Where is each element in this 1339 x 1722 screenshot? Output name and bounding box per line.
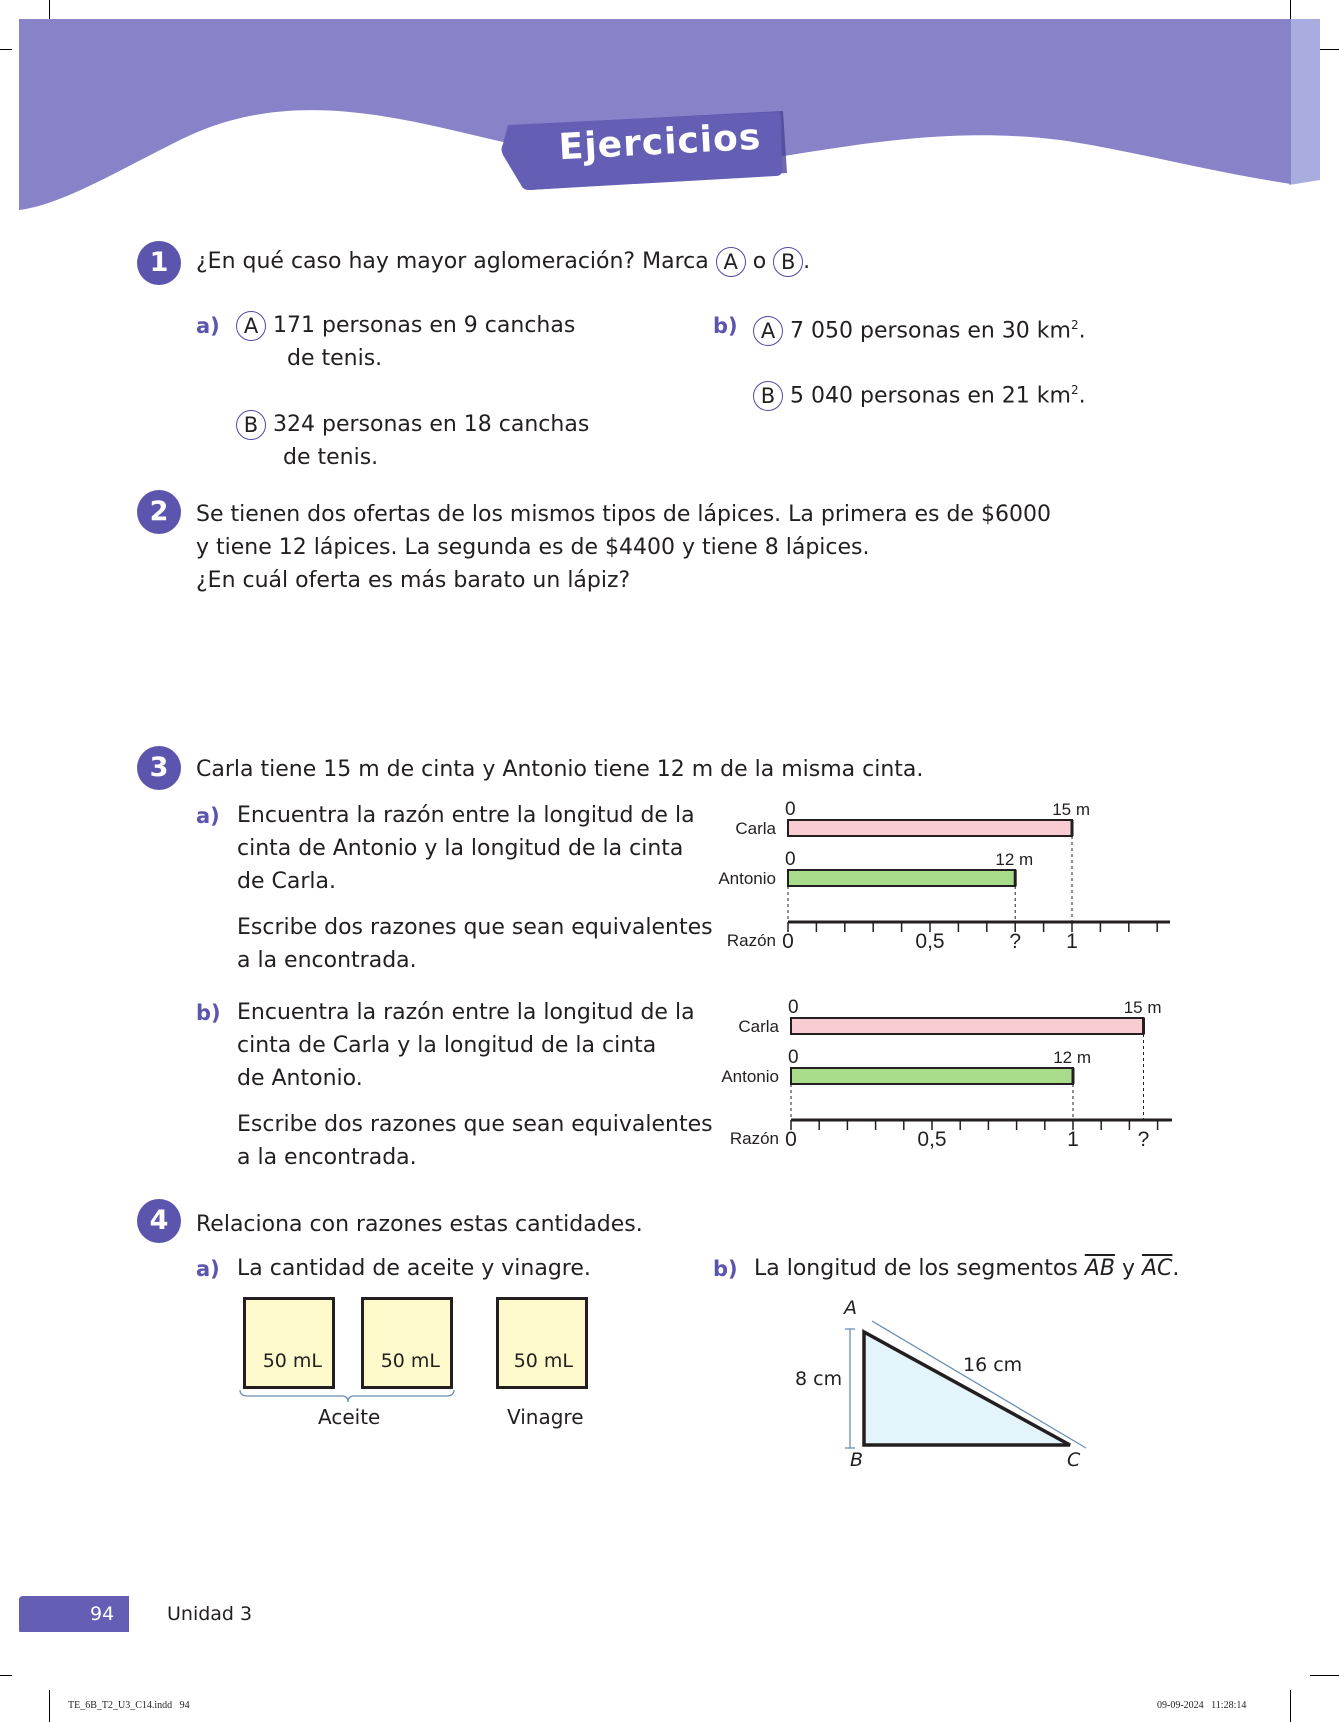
vinagre-box bbox=[496, 1297, 588, 1389]
superscript: 2 bbox=[1070, 383, 1079, 397]
exercise-1b-option-b[interactable] bbox=[753, 374, 1086, 412]
exercise-1b-label: b) bbox=[713, 314, 738, 338]
slug-date: 09-09-2024 11:28:14 bbox=[1157, 1700, 1247, 1711]
axis-tick-label: ? bbox=[1009, 930, 1022, 953]
slug-file: TE_6B_T2_U3_C14.indd 94 bbox=[68, 1700, 190, 1711]
box-label: 50 mL bbox=[262, 1350, 322, 1372]
box-label: 50 mL bbox=[513, 1350, 573, 1372]
segment-end: . bbox=[1172, 1256, 1180, 1281]
tape-bar-name: Carla bbox=[738, 1017, 779, 1036]
header-band-edge bbox=[1289, 19, 1320, 185]
exercise-2-line: Se tienen dos ofertas de los mismos tipos de lápices. La primera es de $6000 bbox=[196, 502, 1051, 527]
option-text: 7 050 personas en 30 km bbox=[790, 318, 1071, 344]
page-title: Ejercicios bbox=[557, 116, 763, 169]
exercise-3b-label: b) bbox=[196, 1001, 221, 1025]
exercise-number-4: 4 bbox=[137, 1199, 181, 1243]
tape-diagram-svg bbox=[700, 795, 1180, 970]
exercise-2-line: ¿En cuál oferta es más barato un lápiz? bbox=[196, 568, 631, 593]
option-text-line2: de tenis. bbox=[287, 346, 383, 371]
option-marker-a: A bbox=[716, 247, 746, 277]
exercise-3b-follow: Escribe dos razones que sean equivalentes bbox=[237, 1112, 713, 1137]
prompt-join: o bbox=[752, 249, 767, 274]
tape-bar-end-label: 12 m bbox=[995, 850, 1034, 869]
crop-mark bbox=[1310, 1675, 1339, 1676]
side-ac-length: 16 cm bbox=[963, 1354, 1023, 1376]
axis-tick-label: 0,5 bbox=[915, 930, 945, 953]
exercise-number-3: 3 bbox=[137, 746, 181, 790]
exercise-3a-line: de Carla. bbox=[237, 869, 336, 894]
tape-bar-start-label: 0 bbox=[788, 1047, 799, 1068]
exercise-4a-text: La cantidad de aceite y vinagre. bbox=[237, 1256, 591, 1281]
aceite-label: Aceite bbox=[318, 1405, 381, 1429]
tape-bar-carla bbox=[788, 820, 1072, 836]
tape-diagram-a bbox=[700, 795, 1180, 970]
exercise-3a-label: a) bbox=[196, 804, 220, 828]
exercise-3-prompt: Carla tiene 15 m de cinta y Antonio tiene 12 m de la misma cinta. bbox=[196, 757, 924, 782]
segment-ac: $\overline{AC}$ bbox=[1141, 1256, 1173, 1281]
option-b-circle[interactable]: B bbox=[236, 410, 266, 440]
option-text: 324 personas en 18 canchas bbox=[273, 412, 590, 437]
crop-mark bbox=[49, 1690, 50, 1722]
option-end: . bbox=[1078, 318, 1086, 344]
tape-bar-end-label: 15 m bbox=[1123, 998, 1162, 1017]
tape-bar-name: Carla bbox=[735, 819, 776, 838]
prompt-end: . bbox=[803, 249, 811, 274]
vertex-b: B bbox=[850, 1449, 864, 1471]
axis-tick-label: 0 bbox=[782, 930, 794, 953]
vertex-c: C bbox=[1067, 1449, 1081, 1471]
triangle-abc bbox=[864, 1332, 1070, 1445]
option-a-circle[interactable]: A bbox=[236, 311, 266, 341]
page-number: 94 bbox=[90, 1603, 115, 1625]
tape-diagram-svg bbox=[700, 993, 1180, 1168]
side-ab-length: 8 cm bbox=[795, 1368, 843, 1390]
exercise-4-prompt: Relaciona con razones estas cantidades. bbox=[196, 1212, 643, 1237]
exercise-1b-option-a[interactable] bbox=[753, 309, 1086, 347]
tape-bar-antonio bbox=[788, 870, 1015, 886]
exercise-3b-line: Encuentra la razón entre la longitud de la bbox=[237, 1000, 695, 1025]
tape-bar-antonio bbox=[791, 1068, 1073, 1084]
vinagre-label: Vinagre bbox=[507, 1405, 584, 1429]
exercise-3b-follow: a la encontrada. bbox=[237, 1145, 417, 1170]
option-b-circle[interactable]: B bbox=[753, 381, 783, 411]
exercise-1-prompt bbox=[196, 245, 810, 278]
exercise-1-prompt-text: ¿En qué caso hay mayor aglomeración? Marca bbox=[196, 249, 709, 274]
tape-bar-name: Antonio bbox=[718, 869, 776, 888]
exercise-number-1: 1 bbox=[137, 241, 181, 285]
option-text: 5 040 personas en 21 km bbox=[790, 383, 1071, 409]
exercise-3a-line: cinta de Antonio y la longitud de la cinta bbox=[237, 836, 684, 861]
box-label: 50 mL bbox=[380, 1350, 440, 1372]
aceite-box bbox=[361, 1297, 453, 1389]
axis-tick-label: ? bbox=[1137, 1128, 1150, 1151]
axis-tick-label: 0,5 bbox=[917, 1128, 947, 1151]
superscript: 2 bbox=[1070, 318, 1079, 332]
exercise-1a-option-a[interactable] bbox=[236, 309, 575, 342]
exercise-1a-option-b[interactable] bbox=[236, 408, 589, 441]
exercise-3a-follow: Escribe dos razones que sean equivalentes bbox=[237, 915, 713, 940]
exercise-number-2: 2 bbox=[137, 490, 181, 534]
exercise-3b-line: de Antonio. bbox=[237, 1066, 363, 1091]
exercise-3a-follow: a la encontrada. bbox=[237, 948, 417, 973]
tape-bar-end-label: 12 m bbox=[1053, 1048, 1091, 1067]
exercise-4a-label: a) bbox=[196, 1257, 220, 1281]
exercise-1a-label: a) bbox=[196, 314, 220, 338]
option-a-circle[interactable]: A bbox=[753, 316, 783, 346]
axis-tick-label: 0 bbox=[785, 1128, 797, 1151]
segment-ab: $\overline{AB}$ bbox=[1084, 1256, 1115, 1281]
header-band bbox=[0, 0, 1339, 215]
option-marker-b: B bbox=[773, 247, 803, 277]
option-end: . bbox=[1078, 383, 1086, 409]
crop-mark bbox=[1290, 1690, 1291, 1722]
segment-join: y bbox=[1121, 1256, 1135, 1281]
tape-bar-start-label: 0 bbox=[785, 849, 796, 870]
crop-mark bbox=[0, 1675, 12, 1676]
vertex-a: A bbox=[844, 1297, 857, 1319]
tape-bar-name: Antonio bbox=[721, 1067, 779, 1086]
unit-label: Unidad 3 bbox=[167, 1603, 253, 1625]
tape-bar-start-label: 0 bbox=[788, 997, 799, 1018]
exercise-4b-text-main: La longitud de los segmentos bbox=[754, 1256, 1078, 1281]
axis-label: Razón bbox=[729, 1129, 779, 1148]
tape-diagram-b bbox=[700, 993, 1180, 1168]
tape-bar-carla bbox=[791, 1018, 1144, 1034]
tape-bar-start-label: 0 bbox=[785, 799, 796, 820]
option-text-line2: de tenis. bbox=[283, 445, 379, 470]
option-text: 171 personas en 9 canchas bbox=[273, 313, 576, 338]
exercise-3a-line: Encuentra la razón entre la longitud de la bbox=[237, 803, 695, 828]
tape-bar-end-label: 15 m bbox=[1052, 800, 1090, 819]
exercise-3b-line: cinta de Carla y la longitud de la cinta bbox=[237, 1033, 657, 1058]
axis-label: Razón bbox=[726, 931, 776, 950]
exercise-4b-text bbox=[754, 1252, 1179, 1285]
aceite-box bbox=[243, 1297, 335, 1389]
axis-tick-label: 1 bbox=[1066, 930, 1078, 953]
exercise-2-line: y tiene 12 lápices. La segunda es de $4400 y tiene 8 lápices. bbox=[196, 535, 870, 560]
axis-tick-label: 1 bbox=[1067, 1128, 1079, 1151]
exercise-4b-label: b) bbox=[713, 1257, 738, 1281]
